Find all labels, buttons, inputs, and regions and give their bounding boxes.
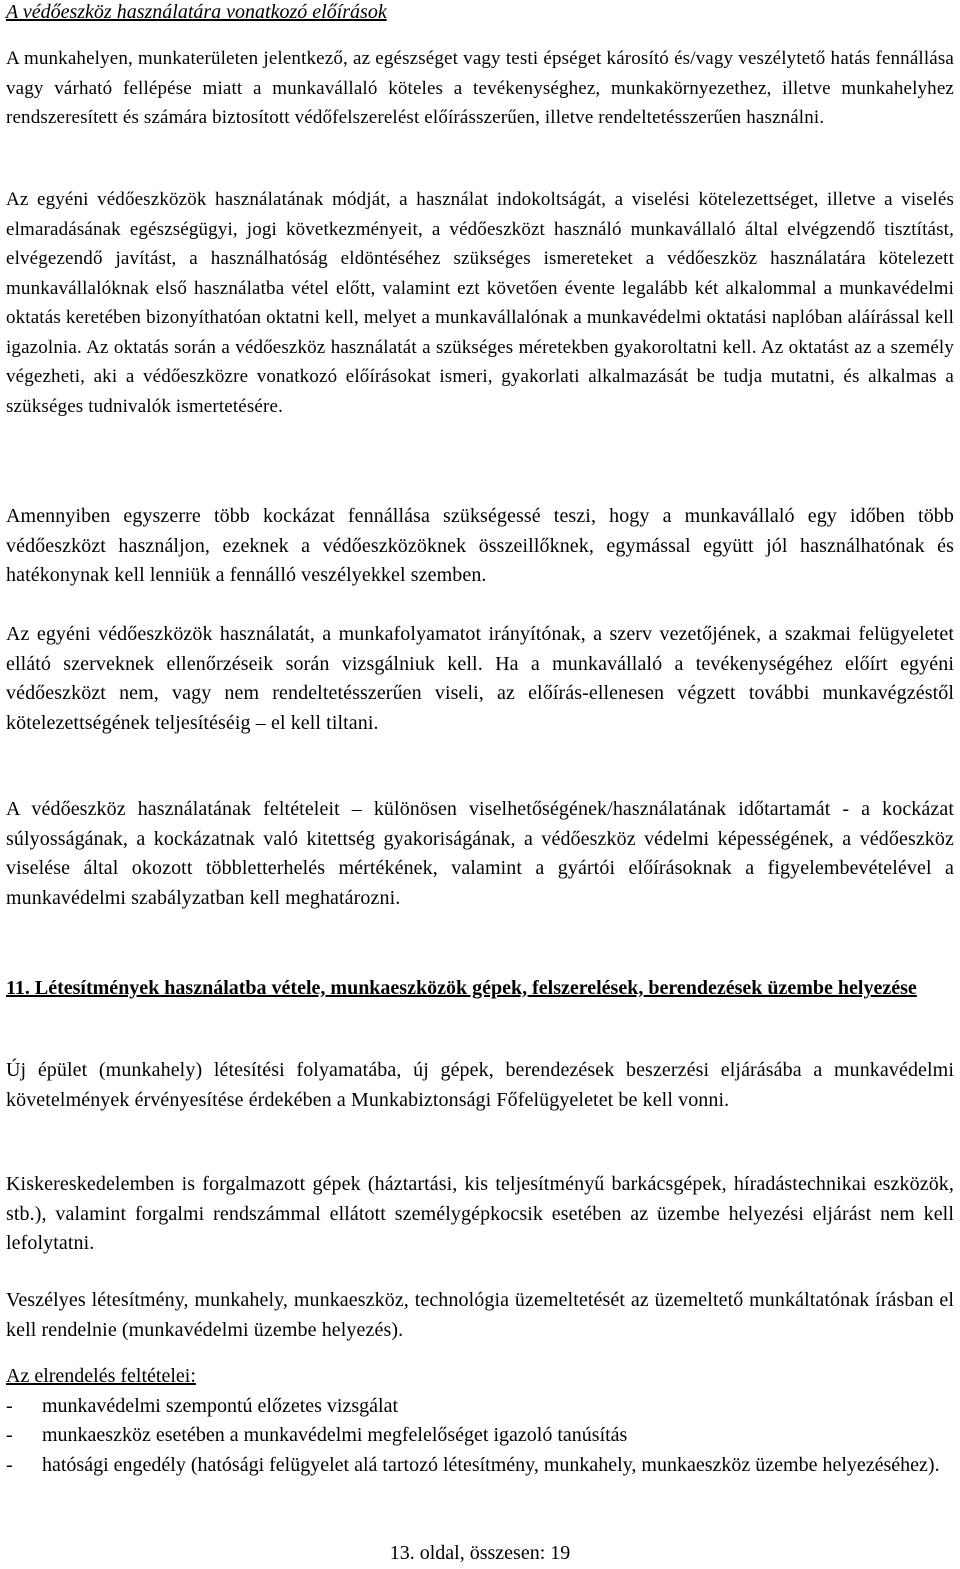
- section-paragraph-2: Kiskereskedelemben is forgalmazott gépek (háztartási, kis teljesítményű barkácsgépek, híradástechnikai eszközök, stb.), valamint forgalmi rendszámmal ellátott személygépkocsik esetében az üzembe helyezési eljárást nem kell lefolytatni.: [6, 1173, 954, 1254]
- section-title-block: [6, 974, 954, 1002]
- paragraph-2: Az egyéni védőeszközök használatának módját, a használat indokoltságát, a viselési kötelezettséget, illetve a viselés elmaradásának egészségügyi, jogi következményeit, a védőeszközt használó munkavállaló által elvégzendő tisztítást, elvégezendő javítást, a használhatóság eldöntéséhez szükséges ismereteket a védőeszköz használatára kötelezett munkavállalóknak első használatba vétel előtt, valamint ezt követően évente legalább két alkalommal a munkavédelmi oktatás keretében bizonyíthatóan oktatni kell, melyet a munkavállalónak a munkavédelmi oktatási naplóban aláírással kell igazolnia. Az oktatás során a védőeszköz használatát a szükséges méretekben gyakoroltatni kell. Az oktatást az a személy végezheti, aki a védőeszközre vonatkozó előírásokat ismeri, gyakorlati alkalmazását be tudja mutatni, és alkalmas a szükséges tudnivalók ismertetésére.: [6, 189, 954, 417]
- conditions-label: Az elrendelés feltételei:: [6, 1365, 196, 1387]
- section-paragraph-3-block: [6, 1286, 954, 1345]
- list-marker: -: [6, 1453, 13, 1476]
- page-footer: 13. oldal, összesen: 19: [389, 1542, 571, 1564]
- list-item: [6, 1451, 954, 1481]
- subheading: A védőeszköz használatára vonatkozó előírások: [6, 1, 387, 23]
- paragraph-5-block: [6, 795, 954, 913]
- list-item-text: munkavédelmi szempontú előzetes vizsgálat: [42, 1394, 398, 1417]
- section-title: 11. Létesítmények használatba vétele, munkaeszközök gépek, felszerelések, berendezések üzembe helyezése: [6, 977, 917, 999]
- conditions-list: [6, 1392, 954, 1481]
- conditions-block: [6, 1362, 954, 1480]
- section-paragraph-2-block: [6, 1170, 954, 1259]
- list-marker: -: [6, 1424, 13, 1446]
- paragraph-5: A védőeszköz használatának feltételeit – különösen viselhetőségének/használatának időtartamát - a kockázat súlyosságának, a kockázatnak való kitettség gyakoriságának, a védőeszköz védelmi képességének, a védőeszköz viselése által okozott többletterhelés mértékének, valamint a gyártói előírásoknak a figyelembevételével a munkavédelmi szabályzatban kell meghatározni.: [6, 798, 954, 909]
- section-paragraph-1: Új épület (munkahely) létesítési folyamatába, új gépek, berendezések beszerzési eljárásába a munkavédelmi követelmények érvényesítése érdekében a Munkabiztonsági Főfelügyeletet be kell vonni.: [6, 1059, 954, 1111]
- list-item: [6, 1392, 954, 1422]
- paragraph-3: Amennyiben egyszerre több kockázat fennállása szükségessé teszi, hogy a munkavállaló egy időben több védőeszközt használjon, ezeknek a védőeszközöknek összeillőknek, egymással együtt jól használhatónak és hatékonynak kell lenniük a fennálló veszélyekkel szemben.: [6, 505, 954, 586]
- section-paragraph-3: Veszélyes létesítmény, munkahely, munkaeszköz, technológia üzemeltetését az üzemeltető munkáltatónak írásban el kell rendelnie (munkavédelmi üzembe helyezés).: [6, 1289, 954, 1341]
- list-marker: -: [6, 1394, 13, 1417]
- list-item-text: hatósági engedély (hatósági felügyelet alá tartozó létesítmény, munkahely, munkaeszköz üzembe helyezéséhez).: [42, 1453, 940, 1476]
- paragraph-2-block: [6, 185, 954, 421]
- paragraph-4-block: [6, 620, 954, 738]
- paragraph-3-block: [6, 502, 954, 591]
- paragraph-4: Az egyéni védőeszközök használatát, a munkafolyamatot irányítónak, a szerv vezetőjének, a szakmai felügyeletet ellátó szerveknek ellenőrzéseik során vizsgálniuk kell. Ha a munkavállaló a tevékenységéhez előírt egyéni védőeszközt nem, vagy nem rendeltetésszerűen viseli, az előírás-ellenesen végzett további munkavégzéstől kötelezettségének teljesítéséig – el kell tiltani.: [6, 623, 954, 734]
- paragraph-1-block: [6, 44, 954, 133]
- list-item-text: munkaeszköz esetében a munkavédelmi megfelelőséget igazoló tanúsítás: [42, 1424, 628, 1446]
- paragraph-1: A munkahelyen, munkaterületen jelentkező, az egészséget vagy testi épséget károsító és/vagy veszélytető hatás fennállása vagy várható fellépése miatt a munkavállaló köteles a tevékenységhez, munkakörnyezethez, illetve munkahelyhez rendszeresített és számára biztosított védőfelszerelést előírásszerűen, illetve rendeltetésszerűen használni.: [6, 48, 954, 128]
- list-item: [6, 1421, 954, 1451]
- section-paragraph-1-block: [6, 1056, 954, 1115]
